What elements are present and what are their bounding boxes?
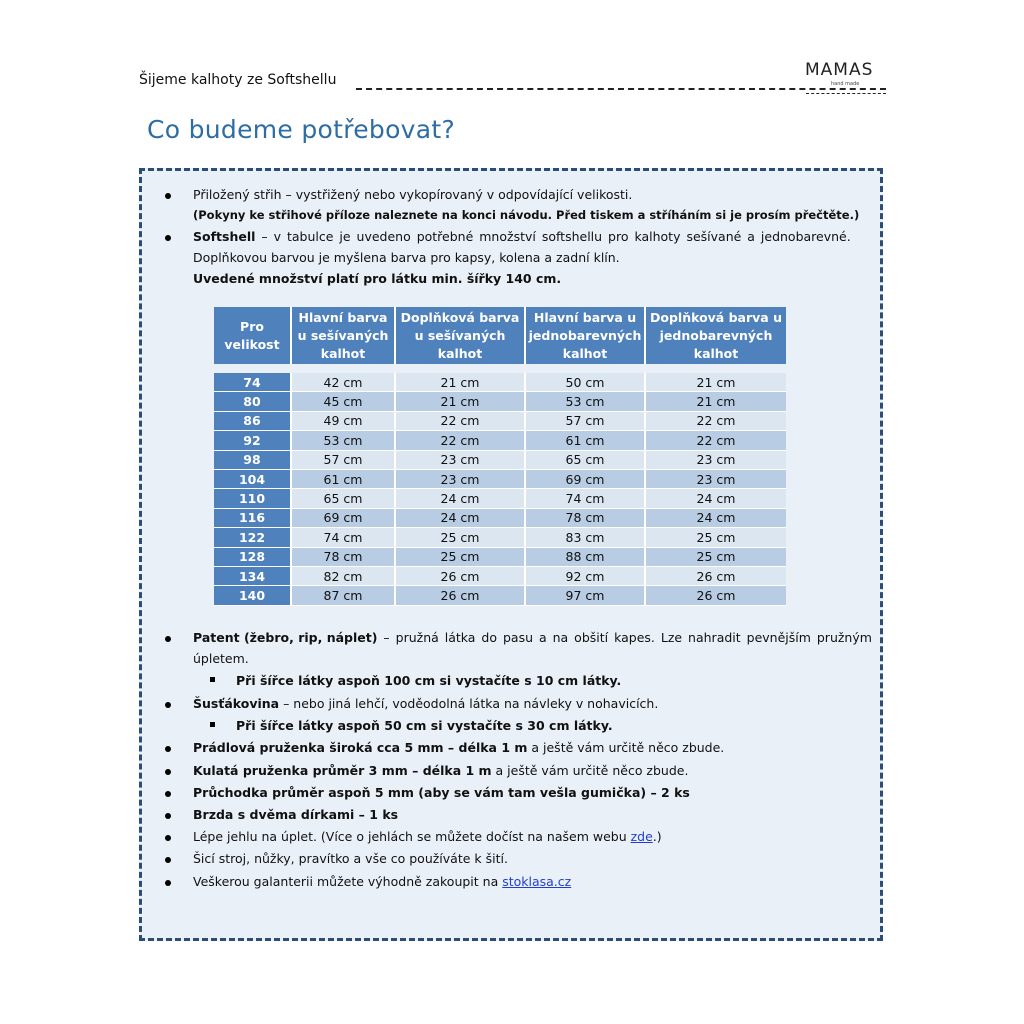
table-row (214, 431, 786, 450)
bullet-dot (165, 857, 171, 863)
size-cell: 128 (214, 548, 292, 567)
amount-cell: 24 cm (396, 489, 526, 508)
amount-cell: 69 cm (526, 470, 646, 489)
amount-cell: 23 cm (646, 451, 786, 470)
list-item-pruchodka: Průchodka průměr aspoň 5 mm (aby se vám tam vešla gumička) – 2 ks (193, 785, 690, 800)
pradlova-text: a ještě vám určitě něco zbude. (527, 740, 725, 755)
amount-cell: 78 cm (292, 548, 396, 567)
amount-cell: 22 cm (646, 412, 786, 431)
col-header-size: Pro velikost (214, 307, 292, 364)
sub-bullet-square (210, 722, 215, 727)
page-heading: Co budeme potřebovat? (147, 115, 456, 144)
amount-cell: 65 cm (526, 451, 646, 470)
softshell-text: – v tabulce je uvedeno potřebné množství softshellu pro kalhoty sešívané a jednobarevné. (255, 229, 851, 244)
pradlova-label: Prádlová pruženka široká cca 5 mm – délka 1 m (193, 740, 528, 755)
bullet-dot (165, 193, 171, 199)
amount-cell: 21 cm (646, 392, 786, 411)
amount-cell: 22 cm (646, 431, 786, 450)
list-item-patent (193, 627, 872, 669)
amount-cell: 42 cm (292, 373, 396, 392)
amount-cell: 69 cm (292, 509, 396, 528)
strih-note: (Pokyny ke střihové příloze naleznete na konci návodu. Před tiskem a stříháním si je prosím přečtěte.) (193, 208, 860, 222)
amount-cell: 65 cm (292, 489, 396, 508)
amount-cell: 83 cm (526, 528, 646, 547)
size-cell: 80 (214, 392, 292, 411)
amount-cell: 45 cm (292, 392, 396, 411)
galanterie-text: Veškerou galanterii můžete výhodně zakoupit na (193, 874, 503, 889)
table-row (214, 567, 786, 586)
list-item-pradlova (193, 737, 724, 758)
size-cell: 86 (214, 412, 292, 431)
list-item-kulata (193, 760, 688, 781)
patent-line2: úpletem. (193, 651, 249, 666)
amount-cell: 25 cm (646, 528, 786, 547)
size-cell: 74 (214, 373, 292, 392)
table-row (214, 509, 786, 528)
amount-cell: 53 cm (292, 431, 396, 450)
susak-sub-note: Při šířce látky aspoň 50 cm si vystačíte s 30 cm látky. (236, 718, 613, 733)
amount-cell: 92 cm (526, 567, 646, 586)
list-item-strih (193, 184, 863, 226)
bullet-dot (165, 235, 171, 241)
table-row (214, 451, 786, 470)
amount-cell: 61 cm (292, 470, 396, 489)
strih-text: Přiložený střih – vystřižený nebo vykopírovaný v odpovídající velikosti. (193, 187, 633, 202)
table-row (214, 373, 786, 392)
amount-cell: 22 cm (396, 412, 526, 431)
amount-cell: 78 cm (526, 509, 646, 528)
bullet-dot (165, 791, 171, 797)
size-cell: 116 (214, 509, 292, 528)
size-cell: 110 (214, 489, 292, 508)
amount-cell: 87 cm (292, 586, 396, 605)
patent-sub-note: Při šířce látky aspoň 100 cm si vystačíte s 10 cm látky. (236, 673, 622, 688)
amount-cell: 24 cm (396, 509, 526, 528)
amount-cell: 21 cm (396, 392, 526, 411)
amount-cell: 26 cm (646, 586, 786, 605)
amount-cell: 53 cm (526, 392, 646, 411)
size-cell: 104 (214, 470, 292, 489)
kulata-text: a ještě vám určitě něco zbude. (491, 763, 689, 778)
table-row (214, 548, 786, 567)
table-row (214, 470, 786, 489)
mamas-logo (805, 60, 889, 94)
table-row (214, 392, 786, 411)
zde-link[interactable]: zde (630, 829, 653, 844)
bullet-dot (165, 636, 171, 642)
bullet-dot (165, 746, 171, 752)
amount-cell: 21 cm (396, 373, 526, 392)
susak-label: Šusťákovina (193, 696, 280, 711)
amount-cell: 49 cm (292, 412, 396, 431)
amount-cell: 25 cm (646, 548, 786, 567)
amount-cell: 57 cm (292, 451, 396, 470)
table-row (214, 489, 786, 508)
size-cell: 122 (214, 528, 292, 547)
amount-cell: 23 cm (646, 470, 786, 489)
amount-cell: 25 cm (396, 548, 526, 567)
amount-cell: 74 cm (292, 528, 396, 547)
bullet-dot (165, 880, 171, 886)
amount-cell: 57 cm (526, 412, 646, 431)
amount-cell: 22 cm (396, 431, 526, 450)
document-header-title: Šijeme kalhoty ze Softshellu (139, 72, 337, 88)
size-cell: 140 (214, 586, 292, 605)
bullet-dot (165, 813, 171, 819)
jehla-text: Lépe jehlu na úplet. (Více o jehlách se můžete dočíst na našem webu (193, 829, 631, 844)
logo-subtext: hand made (831, 81, 860, 87)
stoklasa-link[interactable]: stoklasa.cz (502, 874, 572, 889)
list-item-jehla (193, 826, 662, 847)
amount-cell: 26 cm (646, 567, 786, 586)
softshell-size-table (214, 307, 786, 606)
list-item-galanterie (193, 871, 571, 892)
kulata-label: Kulatá pruženka průměr 3 mm – délka 1 m (193, 763, 492, 778)
col-header-extra-sewn: Doplňková barva u sešívaných kalhot (396, 307, 526, 364)
patent-label: Patent (žebro, rip, náplet) (193, 630, 378, 645)
softshell-note: Uvedené množství platí pro látku min. šířky 140 cm. (193, 271, 562, 286)
bullet-dot (165, 769, 171, 775)
amount-cell: 23 cm (396, 470, 526, 489)
amount-cell: 24 cm (646, 509, 786, 528)
col-header-main-solid: Hlavní barva u jednobarevných kalhot (526, 307, 646, 364)
list-item-softshell (193, 226, 861, 289)
amount-cell: 25 cm (396, 528, 526, 547)
logo-text: MAMAS (805, 60, 874, 80)
patent-text: – pružná látka do pasu a na obšití kapes. Lze nahradit pevnějším pružným (377, 630, 872, 645)
sub-bullet-square (210, 677, 215, 682)
softshell-label: Softshell (193, 229, 256, 244)
size-cell: 92 (214, 431, 292, 450)
amount-cell: 21 cm (646, 373, 786, 392)
amount-cell: 88 cm (526, 548, 646, 567)
table-row (214, 586, 786, 605)
size-cell: 134 (214, 567, 292, 586)
amount-cell: 24 cm (646, 489, 786, 508)
bullet-dot (165, 835, 171, 841)
softshell-line2: Doplňkovou barvou je myšlena barva pro kapsy, kolena a zadní klín. (193, 250, 620, 265)
col-header-main-sewn: Hlavní barva u sešívaných kalhot (292, 307, 396, 364)
susak-text: – nebo jiná lehčí, voděodolná látka na návleky v nohavicích. (279, 696, 659, 711)
amount-cell: 61 cm (526, 431, 646, 450)
table-row (214, 528, 786, 547)
table-row (214, 412, 786, 431)
bullet-dot (165, 702, 171, 708)
col-header-extra-solid: Doplňková barva u jednobarevných kalhot (646, 307, 786, 364)
list-item-stroj: Šicí stroj, nůžky, pravítko a vše co používáte k šití. (193, 851, 508, 866)
jehla-end: .) (652, 829, 662, 844)
amount-cell: 50 cm (526, 373, 646, 392)
amount-cell: 26 cm (396, 586, 526, 605)
list-item-brzda: Brzda s dvěma dírkami – 1 ks (193, 807, 399, 822)
size-cell: 98 (214, 451, 292, 470)
amount-cell: 26 cm (396, 567, 526, 586)
amount-cell: 74 cm (526, 489, 646, 508)
list-item-susak (193, 693, 658, 714)
amount-cell: 23 cm (396, 451, 526, 470)
amount-cell: 97 cm (526, 586, 646, 605)
amount-cell: 82 cm (292, 567, 396, 586)
